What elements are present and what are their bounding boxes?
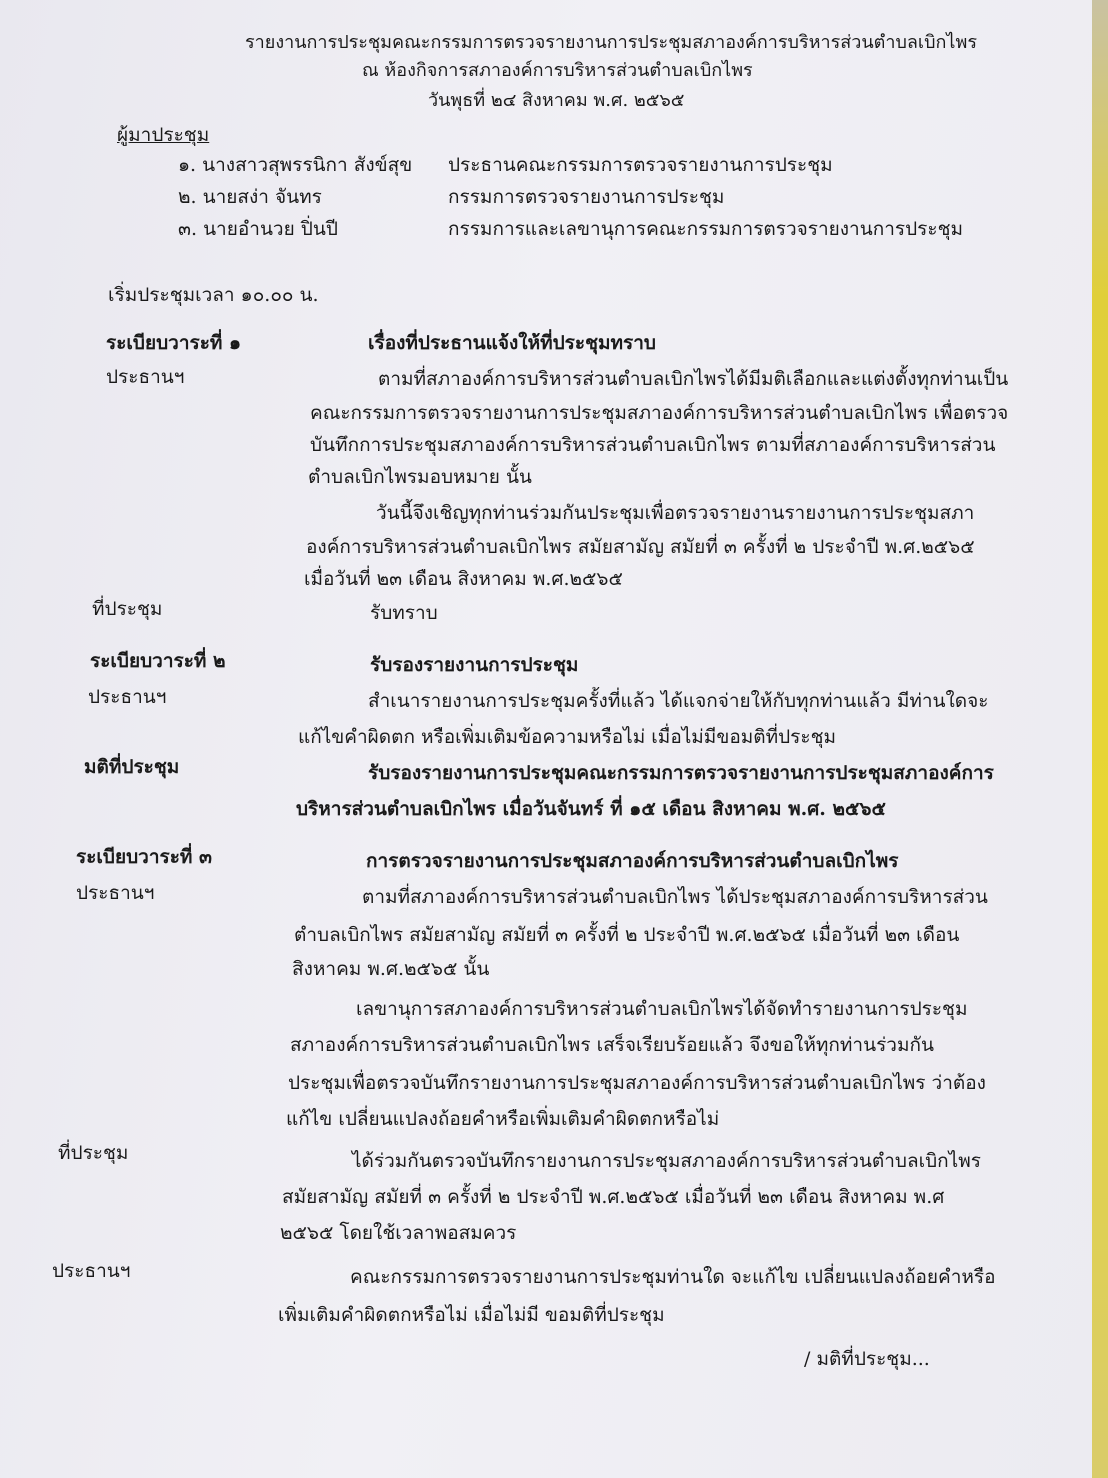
attendee-2-role: กรรมการตรวจรายงานการประชุม xyxy=(448,186,725,208)
header-line-3: วันพุธที่ ๒๔ สิงหาคม พ.ศ. ๒๕๖๕ xyxy=(428,90,685,111)
agenda-3-p2-line-1: เลขานุการสภาองค์การบริหารส่วนตำบลเบิกไพรได้จัดทำรายงานการประชุม xyxy=(356,998,968,1020)
background-yellow-strip xyxy=(1092,0,1108,1478)
agenda-1-speaker: ประธานฯ xyxy=(106,366,185,388)
agenda-1-title: เรื่องที่ประธานแจ้งให้ที่ประชุมทราบ xyxy=(368,332,656,354)
attendee-2-name: ๒. นายสง่า จันทร xyxy=(178,186,322,208)
agenda-3-p1-line-3: สิงหาคม พ.ศ.๒๕๖๕ นั้น xyxy=(292,958,490,980)
agenda-1-label: ระเบียบวาระที่ ๑ xyxy=(106,332,242,354)
agenda-3-p3-line-2: เพิ่มเติมคำผิดตกหรือไม่ เมื่อไม่มี ขอมติที่ประชุม xyxy=(278,1304,665,1326)
agenda-3-label: ระเบียบวาระที่ ๓ xyxy=(76,846,213,868)
agenda-1-meeting-label: ที่ประชุม xyxy=(92,598,163,620)
agenda-2-p1-line-2: แก้ไขคำผิดตก หรือเพิ่มเติมข้อความหรือไม่ เมื่อไม่มีขอมติที่ประชุม xyxy=(298,726,837,748)
agenda-3-meeting-line-2: สมัยสามัญ สมัยที่ ๓ ครั้งที่ ๒ ประจำปี พ.ศ.๒๕๖๕ เมื่อวันที่ ๒๓ เดือน สิงหาคม พ.ศ xyxy=(282,1186,945,1208)
header-line-1: รายงานการประชุมคณะกรรมการตรวจรายงานการประชุมสภาองค์การบริหารส่วนตำบลเบิกไพร xyxy=(245,32,977,53)
agenda-3-p2-line-4: แก้ไข เปลี่ยนแปลงถ้อยคำหรือเพิ่มเติมคำผิดตกหรือไม่ xyxy=(286,1108,720,1130)
agenda-2-p1-line-1: สำเนารายงานการประชุมครั้งที่แล้ว ได้แจกจ่ายให้กับทุกท่านแล้ว มีท่านใดจะ xyxy=(368,690,989,712)
agenda-3-p2-line-3: ประชุมเพื่อตรวจบันทึกรายงานการประชุมสภาองค์การบริหารส่วนตำบลเบิกไพร ว่าต้อง xyxy=(288,1072,986,1094)
agenda-2-speaker: ประธานฯ xyxy=(88,686,167,708)
agenda-1-p1-line-4: ตำบลเบิกไพรมอบหมาย นั้น xyxy=(308,466,532,488)
agenda-1-p2-line-2: องค์การบริหารส่วนตำบลเบิกไพร สมัยสามัญ สมัยที่ ๓ ครั้งที่ ๒ ประจำปี พ.ศ.๒๕๖๕ xyxy=(306,536,975,558)
agenda-3-p2-line-2: สภาองค์การบริหารส่วนตำบลเบิกไพร เสร็จเรียบร้อยแล้ว จึงขอให้ทุกท่านร่วมกัน xyxy=(290,1034,934,1056)
agenda-1-p1-line-3: บันทึกการประชุมสภาองค์การบริหารส่วนตำบลเบิกไพร ตามที่สภาองค์การบริหารส่วน xyxy=(310,434,996,456)
agenda-1-p2-line-1: วันนี้จึงเชิญทุกท่านร่วมกันประชุมเพื่อตรวจรายงานรายงานการประชุมสภา xyxy=(376,502,975,524)
agenda-3-meeting-line-3: ๒๕๖๕ โดยใช้เวลาพอสมควร xyxy=(280,1222,517,1244)
agenda-1-meeting-text: รับทราบ xyxy=(370,602,438,624)
agenda-2-resolution-label: มติที่ประชุม xyxy=(84,756,180,778)
attendee-3-name: ๓. นายอำนวย ปิ่นปี xyxy=(178,218,338,240)
agenda-3-speaker: ประธานฯ xyxy=(76,882,155,904)
agenda-2-resolution-line-2: บริหารส่วนตำบลเบิกไพร เมื่อวันจันทร์ ที่ ๑๕ เดือน สิงหาคม พ.ศ. ๒๕๖๕ xyxy=(296,798,886,820)
agenda-3-p3-line-1: คณะกรรมการตรวจรายงานการประชุมท่านใด จะแก้ไข เปลี่ยนแปลงถ้อยคำหรือ xyxy=(350,1266,996,1288)
agenda-3-p1-line-1: ตามที่สภาองค์การบริหารส่วนตำบลเบิกไพร ได้ประชุมสภาองค์การบริหารส่วน xyxy=(362,886,988,908)
agenda-1-p2-line-3: เมื่อวันที่ ๒๓ เดือน สิงหาคม พ.ศ.๒๕๖๕ xyxy=(304,568,623,590)
agenda-1-p1-line-2: คณะกรรมการตรวจรายงานการประชุมสภาองค์การบริหารส่วนตำบลเบิกไพร เพื่อตรวจ xyxy=(310,402,1009,424)
header-line-2: ณ ห้องกิจการสภาองค์การบริหารส่วนตำบลเบิกไพร xyxy=(362,60,753,81)
agenda-2-title: รับรองรายงานการประชุม xyxy=(370,654,579,676)
start-time: เริ่มประชุมเวลา ๑๐.๐๐ น. xyxy=(108,284,319,306)
agenda-3-title: การตรวจรายงานการประชุมสภาองค์การบริหารส่วนตำบลเบิกไพร xyxy=(366,850,899,872)
agenda-3-speaker-2: ประธานฯ xyxy=(52,1260,131,1282)
agenda-3-meeting-line-1: ได้ร่วมกันตรวจบันทึกรายงานการประชุมสภาองค์การบริหารส่วนตำบลเบิกไพร xyxy=(352,1150,981,1172)
agenda-2-label: ระเบียบวาระที่ ๒ xyxy=(90,650,226,672)
continuation-footer: / มติที่ประชุม... xyxy=(804,1348,930,1370)
agenda-1-p1-line-1: ตามที่สภาองค์การบริหารส่วนตำบลเบิกไพรได้มีมติเลือกและแต่งตั้งทุกท่านเป็น xyxy=(378,368,1009,390)
agenda-2-resolution-line-1: รับรองรายงานการประชุมคณะกรรมการตรวจรายงานการประชุมสภาองค์การ xyxy=(368,762,994,784)
attendee-1-role: ประธานคณะกรรมการตรวจรายงานการประชุม xyxy=(448,154,833,176)
agenda-3-meeting-label: ที่ประชุม xyxy=(58,1142,129,1164)
attendees-title: ผู้มาประชุม xyxy=(117,124,210,146)
attendee-3-role: กรรมการและเลขานุการคณะกรรมการตรวจรายงานการประชุม xyxy=(448,218,963,240)
agenda-3-p1-line-2: ตำบลเบิกไพร สมัยสามัญ สมัยที่ ๓ ครั้งที่ ๒ ประจำปี พ.ศ.๒๕๖๕ เมื่อวันที่ ๒๓ เดือน xyxy=(294,924,960,946)
attendee-1-name: ๑. นางสาวสุพรรนิกา สังข์สุข xyxy=(178,154,413,176)
